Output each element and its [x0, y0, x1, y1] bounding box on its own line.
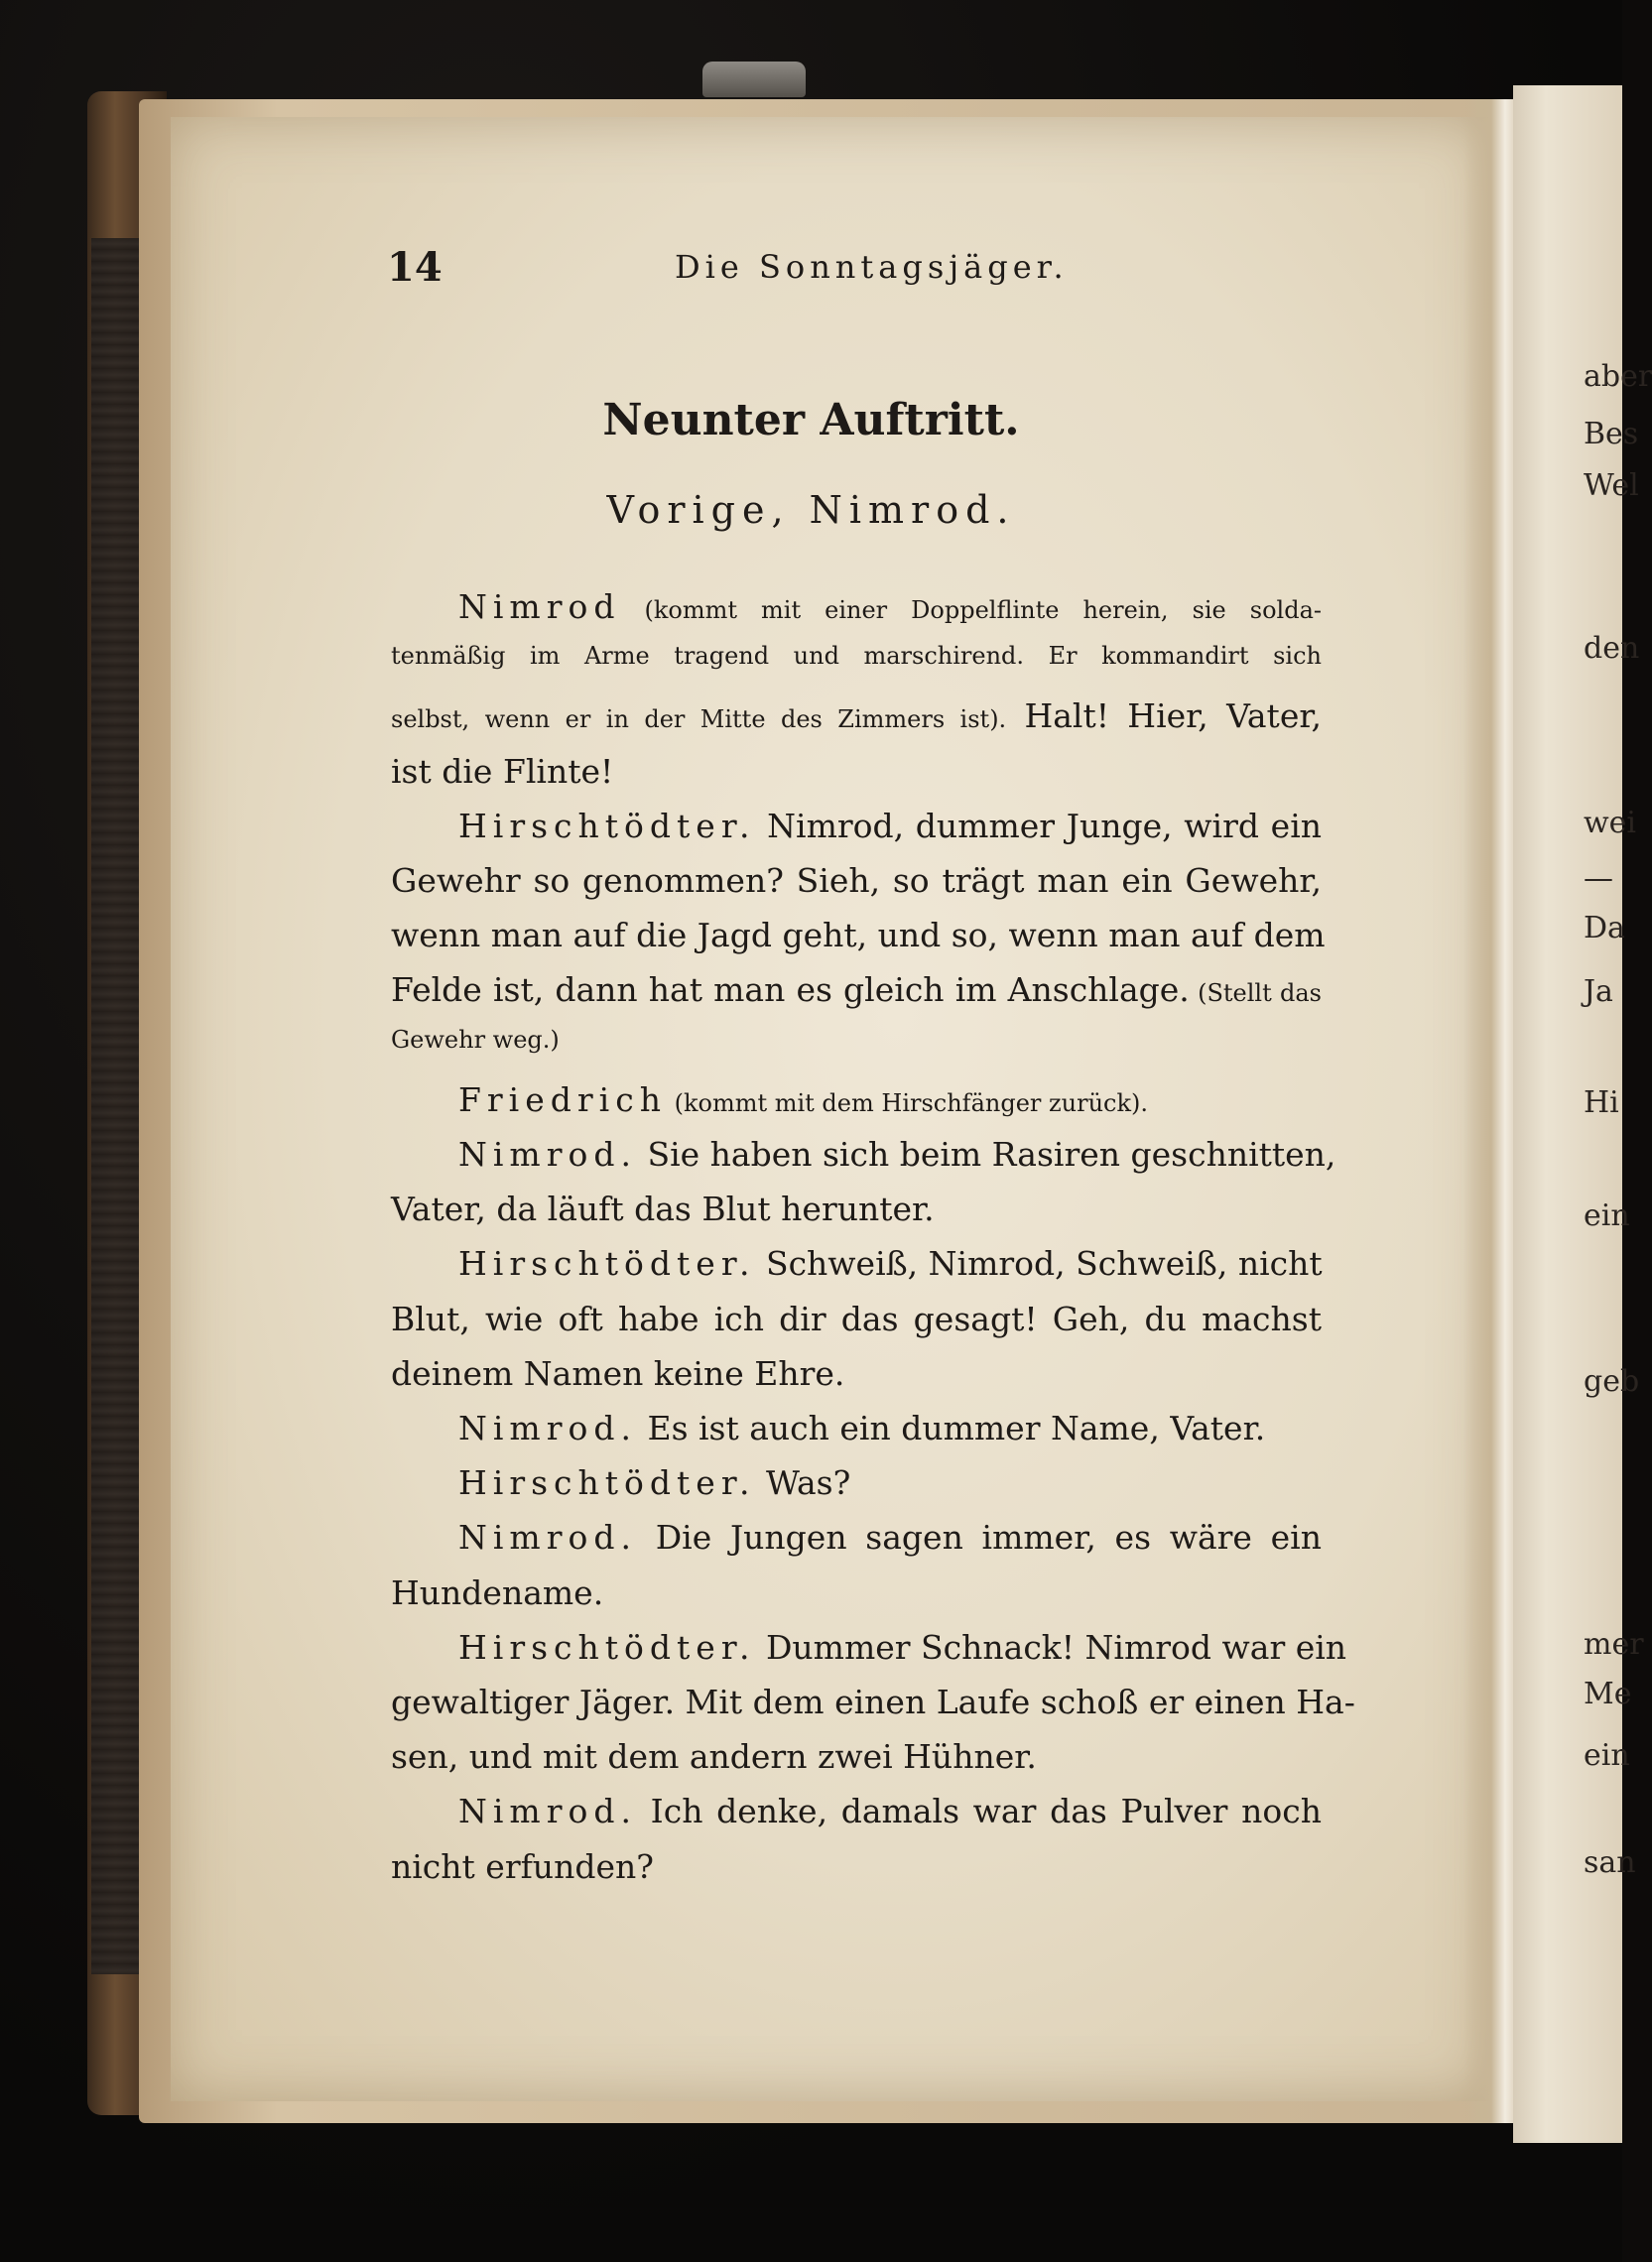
facing-page-fragment: Hi	[1584, 1085, 1619, 1120]
text-run: ist die Flinte!	[391, 751, 614, 791]
text-run: Sie haben sich beim Rasiren geschnitten,	[636, 1135, 1336, 1174]
text-run: Felde ist, dann hat man es gleich im Anschlage.	[391, 970, 1190, 1010]
text-run: Hundename.	[391, 1572, 604, 1612]
text-line	[458, 1463, 850, 1502]
text-run: wenn man auf die Jagd geht, und so, wenn man auf dem	[391, 916, 1326, 955]
text-run: sen, und mit dem andern zwei Hühner.	[391, 1737, 1037, 1777]
facing-page-fragment: Da	[1584, 911, 1625, 945]
page-number: 14	[387, 244, 443, 291]
text-line	[391, 1683, 1355, 1721]
text-run: (Stellt das	[1189, 979, 1322, 1008]
text-line	[458, 1244, 1322, 1283]
text-run: Ich denke, damals war das Pulver noch	[636, 1792, 1322, 1831]
facing-page-fragment: Ja	[1584, 974, 1613, 1009]
facing-page-fragment: ein	[1584, 1738, 1630, 1773]
text-run: nicht erfunden?	[391, 1846, 654, 1886]
text-line	[391, 696, 1322, 735]
text-run: (kommt mit dem Hirschfänger zurück).	[666, 1088, 1149, 1117]
facing-page-fragment: Bes	[1584, 417, 1639, 451]
text-run: selbst, wenn er in der Mitte des Zimmers ist).	[391, 705, 1007, 734]
facing-page-fragment: —	[1584, 861, 1613, 896]
facing-page-fragment: wei	[1584, 806, 1637, 840]
text-line	[391, 1354, 844, 1393]
text-line	[458, 1409, 1265, 1447]
facing-page-fragment: Me	[1584, 1677, 1632, 1711]
speaker-name: Nimrod.	[458, 1792, 637, 1831]
text-line	[458, 1792, 1322, 1830]
speaker-name: Nimrod	[458, 587, 621, 626]
text-line	[391, 1573, 603, 1612]
text-line	[391, 1847, 654, 1886]
speaker-name: Hirschtödter.	[458, 806, 756, 845]
text-run: Die Jungen sagen immer, es wäre ein	[636, 1518, 1322, 1558]
text-line	[391, 1300, 1322, 1338]
text-run: Gewehr weg.)	[391, 1025, 560, 1054]
text-run: Vater, da läuft das Blut herunter.	[391, 1190, 935, 1229]
metal-clasp	[702, 62, 806, 97]
text-line	[458, 1135, 1336, 1174]
text-run: Was?	[755, 1463, 851, 1503]
speaker-name: Hirschtödter.	[458, 1627, 756, 1667]
text-line	[458, 587, 1322, 626]
speaker-name: Hirschtödter.	[458, 1463, 756, 1503]
text-line	[391, 752, 613, 791]
text-run: Es ist auch ein dummer Name, Vater.	[636, 1409, 1266, 1447]
text-run: Dummer Schnack! Nimrod war ein	[755, 1627, 1347, 1667]
text-run: Halt! Hier, Vater,	[1006, 696, 1322, 736]
facing-page-fragment: san	[1584, 1845, 1636, 1880]
text-run: Schweiß, Nimrod, Schweiß, nicht	[755, 1244, 1323, 1284]
text-run: gewaltiger Jäger. Mit dem einen Laufe schoß er einen Ha-	[391, 1683, 1355, 1721]
text-line	[391, 861, 1322, 900]
speaker-name: Nimrod.	[458, 1409, 637, 1447]
speaker-name: Nimrod.	[458, 1135, 637, 1174]
facing-page-fragment: ein	[1584, 1198, 1630, 1233]
facing-page-fragment: Wel	[1584, 468, 1639, 503]
facing-page-fragment: mer	[1584, 1627, 1644, 1662]
text-line	[458, 1080, 1148, 1119]
speaker-name: Hirschtödter.	[458, 1244, 756, 1284]
text-line	[458, 807, 1322, 845]
text-line	[391, 916, 1326, 955]
facing-page-fragment: geb	[1584, 1364, 1640, 1399]
text-run: deinem Namen keine Ehre.	[391, 1353, 845, 1393]
scene-cast: Vorige, Nimrod.	[606, 488, 1016, 532]
facing-page-fragment: aber	[1584, 359, 1652, 394]
speaker-name: Nimrod.	[458, 1518, 637, 1558]
text-run: Gewehr so genommen? Sieh, so trägt man ein Gewehr,	[391, 861, 1322, 900]
text-line	[458, 1518, 1322, 1557]
facing-page-text	[1580, 0, 1652, 2262]
text-run: tenmäßig im Arme tragend und marschirend. Er kommandirt sich	[391, 642, 1322, 671]
text-line	[391, 970, 1322, 1009]
text-line	[391, 642, 1322, 670]
text-run: Blut, wie oft habe ich dir das gesagt! Geh, du machst	[391, 1299, 1322, 1338]
text-run: (kommt mit einer Doppelflinte herein, sie solda-	[620, 596, 1322, 624]
text-run: Nimrod, dummer Junge, wird ein	[755, 806, 1322, 845]
text-line	[458, 1627, 1347, 1667]
text-line	[391, 1737, 1037, 1776]
running-head: Die Sonntagsjäger.	[675, 248, 1069, 286]
facing-page-fragment: den	[1584, 631, 1640, 666]
speaker-name: Friedrich	[458, 1079, 667, 1119]
text-line	[391, 1026, 560, 1054]
text-line	[391, 1190, 935, 1228]
scene-title: Neunter Auftritt.	[602, 395, 1020, 445]
